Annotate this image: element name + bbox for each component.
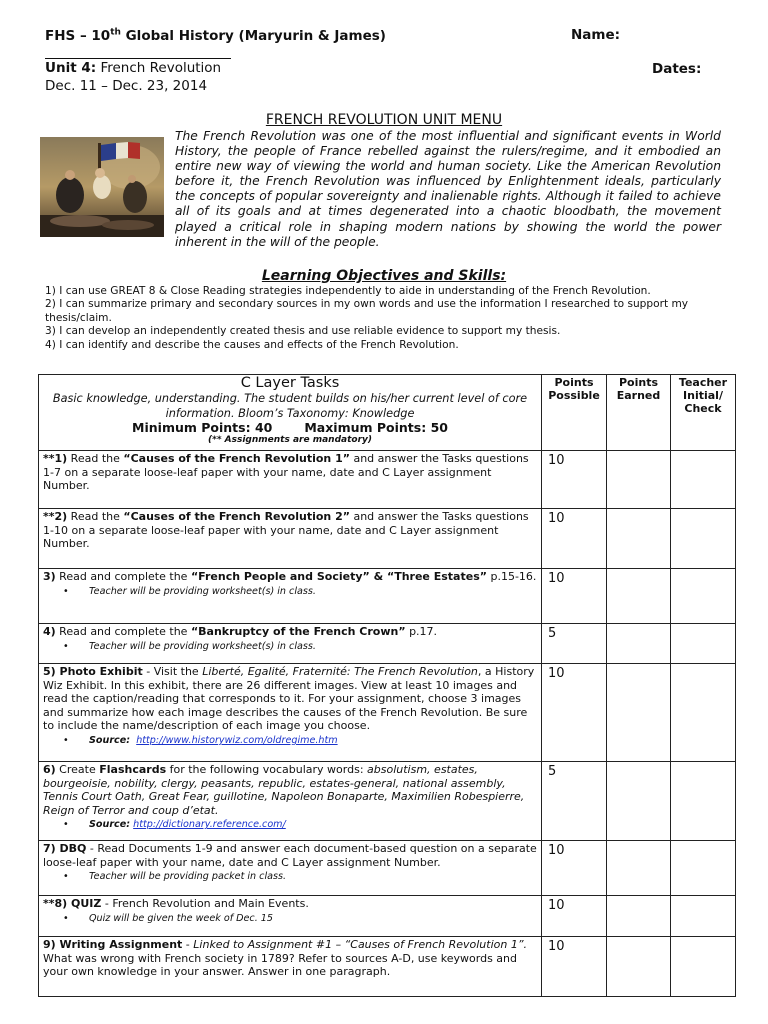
c-layer-description: Basic knowledge, understanding. The student builds on his/her current level of core information. Bloom’s Taxonomy: Knowledge [52, 392, 528, 420]
mandatory-note: (** Assignments are mandatory) [208, 435, 372, 445]
name-label: Name: [571, 27, 621, 43]
task-note: • Teacher will be providing worksheet(s) in class. [43, 585, 537, 598]
minimum-points: Minimum Points: 40 [132, 420, 273, 435]
task-note: • Quiz will be given the week of Dec. 15 [43, 912, 537, 925]
table-row [39, 841, 736, 896]
points-possible-cell: 10 [542, 896, 607, 937]
c-layer-tasks-table [38, 374, 736, 997]
dictionary-link[interactable]: http://dictionary.reference.com/ [133, 819, 286, 831]
task-cell: 6) Create Flashcards for the following vocabulary words: absolutism, estates, bourgeoisie, nobility, clergy, peasants, republic, estates-general, national assembly, Tennis Court Oath, Great Fear, guillotine, Napoleon Bonaparte, Maximilien Robespierre, Reign of Terror and coup d’etat. • Source: http://dictionary.reference.com/ [39, 762, 542, 841]
task-cell: 5) Photo Exhibit - Visit the Liberté, Egalité, Fraternité: The French Revolution, a History Wiz Exhibit. In this exhibit, there are 26 different images. View at least 10 images and read the caption/reading that corresponds to it. For your assignment, choose 3 images and summarize how each image describes the causes of the French Revolution. Be sure to include the name/description of each image you choose. • Source: http://www.historywiz.com/oldregime.htm [39, 664, 542, 762]
points-possible-cell: 10 [542, 664, 607, 762]
dates-label: Dates: [652, 61, 702, 77]
objective-item: 2) I can summarize primary and secondary sources in my own words and use the information I researched to support my thesis/claim. [45, 298, 689, 324]
source-note: • Source: http://dictionary.reference.com/ [43, 818, 537, 831]
task-cell: 7) DBQ - Read Documents 1-9 and answer each document-based question on a separate loose-leaf paper with your name, date and C Layer assignment Number. • Teacher will be providing packet in class. [39, 841, 542, 896]
source-note: • Source: http://www.historywiz.com/oldregime.htm [43, 734, 537, 747]
points-possible-cell: 5 [542, 762, 607, 841]
header-rule [45, 58, 231, 59]
points-possible-cell: 10 [542, 569, 607, 624]
date-range: Dec. 11 – Dec. 23, 2014 [45, 78, 208, 94]
c-layer-header-cell [39, 375, 542, 451]
points-earned-cell[interactable] [607, 841, 671, 896]
teacher-check-cell[interactable] [671, 762, 736, 841]
points-earned-cell[interactable] [607, 937, 671, 997]
points-range [47, 421, 533, 435]
task-cell: 4) Read and complete the “Bankruptcy of the French Crown” p.17. • Teacher will be providing worksheet(s) in class. [39, 624, 542, 664]
points-earned-cell[interactable] [607, 896, 671, 937]
learning-objectives-list [45, 285, 725, 352]
points-earned-cell[interactable] [607, 569, 671, 624]
task-cell: **8) QUIZ - French Revolution and Main Events. • Quiz will be given the week of Dec. 15 [39, 896, 542, 937]
table-row [39, 569, 736, 624]
points-earned-cell[interactable] [607, 762, 671, 841]
points-possible-cell: 10 [542, 509, 607, 569]
course-title: FHS – 10th Global History (Maryurin & James) [45, 27, 386, 44]
objective-item: 1) I can use GREAT 8 & Close Reading strategies independently to aide in understanding of the French Revolution. [45, 285, 651, 297]
points-possible-cell: 5 [542, 624, 607, 664]
teacher-check-cell[interactable] [671, 624, 736, 664]
task-note: • Teacher will be providing packet in class. [43, 870, 537, 883]
teacher-check-cell[interactable] [671, 841, 736, 896]
table-row [39, 624, 736, 664]
points-earned-header: Points Earned [607, 375, 671, 451]
teacher-check-header: Teacher Initial/ Check [671, 375, 736, 451]
table-row [39, 664, 736, 762]
points-earned-cell[interactable] [607, 451, 671, 509]
objective-item: 4) I can identify and describe the causes and effects of the French Revolution. [45, 338, 459, 351]
intro-paragraph: The French Revolution was one of the most influential and significant events in World History, the people of France rebelled against the rulers/regime, and it embodied an entire new way of viewing the world and human society. Like the American Revolution before it, the French Revolution was influenced by Enlightenment ideals, particularly the concepts of popular sovereignty and inalienable rights. Although it failed to achieve all of its goals and at times degenerated into a chaotic bloodbath, the movement played a critical role in shaping modern nations by showing the world the power inherent in the will of the people. [175, 129, 721, 249]
teacher-check-cell[interactable] [671, 451, 736, 509]
points-possible-cell: 10 [542, 841, 607, 896]
teacher-check-cell[interactable] [671, 937, 736, 997]
maximum-points: Maximum Points: 50 [304, 420, 448, 435]
historywiz-link[interactable]: http://www.historywiz.com/oldregime.htm [136, 734, 338, 746]
task-cell: 3) Read and complete the “French People and Society” & “Three Estates” p.15-16. • Teacher will be providing worksheet(s) in class. [39, 569, 542, 624]
table-row [39, 896, 736, 937]
points-earned-cell[interactable] [607, 509, 671, 569]
points-earned-cell[interactable] [607, 624, 671, 664]
points-earned-cell[interactable] [607, 664, 671, 762]
course-header [45, 27, 735, 44]
points-possible-header: Points Possible [542, 375, 607, 451]
liberty-leading-the-people-painting [40, 137, 164, 237]
task-note: • Teacher will be providing worksheet(s) in class. [43, 640, 537, 653]
points-possible-cell: 10 [542, 451, 607, 509]
teacher-check-cell[interactable] [671, 569, 736, 624]
table-row [39, 937, 736, 997]
task-cell: 9) Writing Assignment - Linked to Assignment #1 – “Causes of French Revolution 1”. What was wrong with French society in 1789? Refer to sources A-D, use keywords and your own knowledge in your answer. Answer in one paragraph. [39, 937, 542, 997]
table-row [39, 762, 736, 841]
menu-title: FRENCH REVOLUTION UNIT MENU [265, 112, 503, 128]
unit-line: Unit 4: French Revolution [45, 60, 222, 76]
teacher-check-cell[interactable] [671, 664, 736, 762]
table-header-row [39, 375, 736, 451]
task-cell: **1) Read the “Causes of the French Revolution 1” and answer the Tasks questions 1-7 on a separate loose-leaf paper with your name, date and C Layer assignment Number. [39, 451, 542, 509]
task-cell: **2) Read the “Causes of the French Revolution 2” and answer the Tasks questions 1-10 on a separate loose-leaf paper with your name, date and C Layer assignment Number. [39, 509, 542, 569]
objective-item: 3) I can develop an independently created thesis and use reliable evidence to support my thesis. [45, 325, 561, 338]
teacher-check-cell[interactable] [671, 509, 736, 569]
c-layer-title: C Layer Tasks [240, 375, 340, 391]
teacher-check-cell[interactable] [671, 896, 736, 937]
learning-objectives-title: Learning Objectives and Skills: [261, 268, 507, 284]
points-possible-cell: 10 [542, 937, 607, 997]
table-row [39, 509, 736, 569]
table-row [39, 451, 736, 509]
